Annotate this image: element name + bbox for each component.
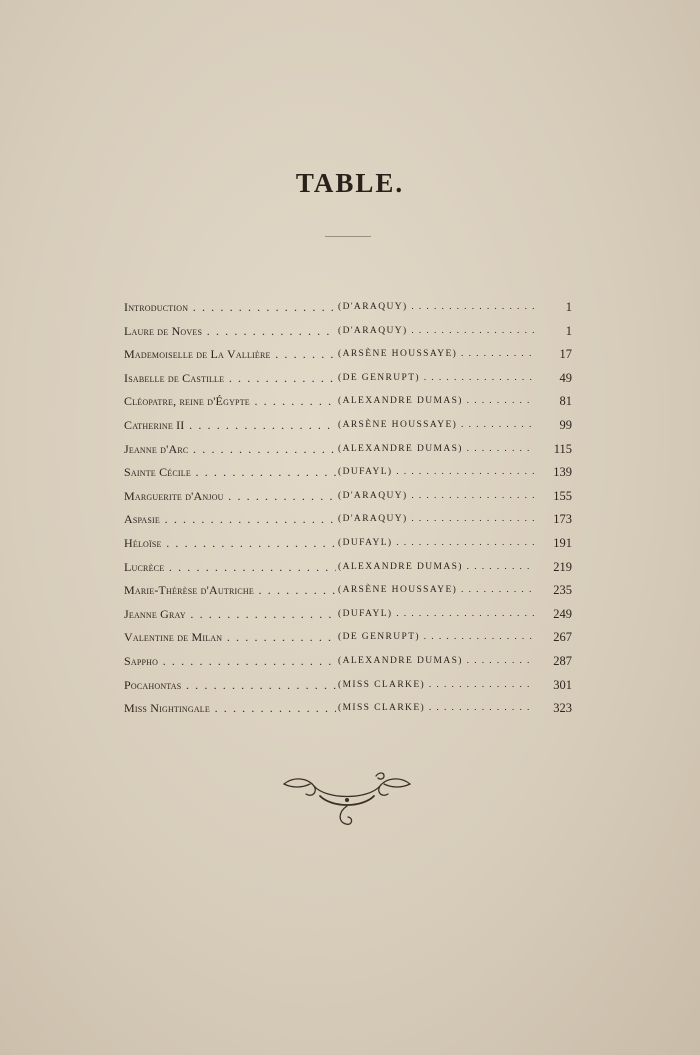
toc-entry [124,485,572,509]
toc-entry-author: (DUFAYL) . . . [338,461,534,485]
floral-scroll-ornament-icon [280,770,414,840]
toc-entry-title: Jeanne Gray . . . [124,603,336,627]
toc-entry-title: Héloïse . . . [124,532,336,556]
toc-entry-author: (DUFAYL) . . . [338,603,534,627]
toc-entry-page: 191 [553,535,572,550]
toc-entry-page: 81 [559,394,572,409]
toc-entry-page: 235 [553,583,572,598]
toc-entry-title: Lucrèce . . . [124,556,336,580]
toc-entry-page: 49 [559,370,572,385]
toc-entry-title: Introduction . . . [124,296,336,320]
toc-entry [124,461,572,485]
toc-entry-title: Marie-Thérèse d'Autriche . . . [124,579,336,603]
toc-entry-page: 249 [553,606,572,621]
toc-entry-page: 173 [553,512,572,527]
toc-entry-author: (D'ARAQUY) . . . [338,296,534,320]
toc-entry-page: 287 [553,653,572,668]
toc-entry-author: (ARSÈNE HOUSSAYE) . . . [338,579,534,603]
toc-entry-title: Laure de Noves . . . [124,320,336,344]
toc-entry-page: 99 [559,417,572,432]
toc-entry-page: 301 [553,677,572,692]
toc-entry-title: Pocahontas . . . [124,674,336,698]
toc-entry [124,556,572,580]
toc-entry-author: (ALEXANDRE DUMAS) . . . [338,438,534,462]
toc-entry [124,532,572,556]
toc-entry-page: 139 [553,465,572,480]
toc-entry [124,320,572,344]
toc-entry [124,650,572,674]
toc-entry-author: (ALEXANDRE DUMAS) . . . [338,650,534,674]
toc-entry-author: (DUFAYL) . . . [338,532,534,556]
toc-entry-author: (ARSÈNE HOUSSAYE) . . . [338,414,534,438]
toc-entry-title: Miss Nightingale . . . [124,697,336,721]
title-divider [325,236,371,237]
toc-entry [124,414,572,438]
toc-entry-title: Catherine II . . . [124,414,336,438]
toc-entry-title: Cléopatre, reine d'Égypte . . . [124,390,336,414]
toc-entry [124,674,572,698]
toc-entry-page: 17 [559,347,572,362]
toc-entry [124,390,572,414]
toc-entry-author: (D'ARAQUY) . . . [338,320,534,344]
page-title: TABLE. [295,168,405,198]
toc-entry [124,697,572,721]
toc-entry [124,626,572,650]
toc-entry-title: Mademoiselle de La Vallière . . . [124,343,336,367]
toc-entry-page: 1 [565,323,572,338]
toc-entry-page: 155 [553,488,572,503]
toc-entry-page: 219 [553,559,572,574]
toc-entry [124,367,572,391]
toc-entry [124,579,572,603]
toc-entry [124,603,572,627]
toc-entry-title: Marguerite d'Anjou . . . [124,485,336,509]
toc-entry-author: (ARSÈNE HOUSSAYE) . . . [338,343,534,367]
toc-entry-author: (DE GENRUPT) . . . [338,626,534,650]
toc-entry-page: 115 [553,441,572,456]
toc-entry-title: Aspasie . . . [124,508,336,532]
toc-entry-title: Isabelle de Castille . . . [124,367,336,391]
toc-entry-page: 1 [565,300,572,314]
toc-entry [124,438,572,462]
toc-entry [124,343,572,367]
toc-entry-author: (ALEXANDRE DUMAS) . . . [338,556,534,580]
toc-entry-author: (ALEXANDRE DUMAS) . . . [338,390,534,414]
toc-entry-page: 267 [553,630,572,645]
toc-entry [124,296,572,320]
toc-entry [124,508,572,532]
toc-entry-title: Valentine de Milan . . . [124,626,336,650]
toc-entry-author: (D'ARAQUY) . . . [338,485,534,509]
toc-entry-author: (DE GENRUPT) . . . [338,367,534,391]
toc-entry-author: (D'ARAQUY) . . . [338,508,534,532]
table-of-contents [124,296,572,721]
toc-entry-title: Jeanne d'Arc . . . [124,438,336,462]
toc-entry-author: (MISS CLARKE) . . . [338,674,534,698]
toc-entry-page: 323 [553,701,572,716]
toc-entry-author: (MISS CLARKE) . . . [338,697,534,721]
toc-entry-title: Sappho . . . [124,650,336,674]
toc-entry-title: Sainte Cécile . . . [124,461,336,485]
